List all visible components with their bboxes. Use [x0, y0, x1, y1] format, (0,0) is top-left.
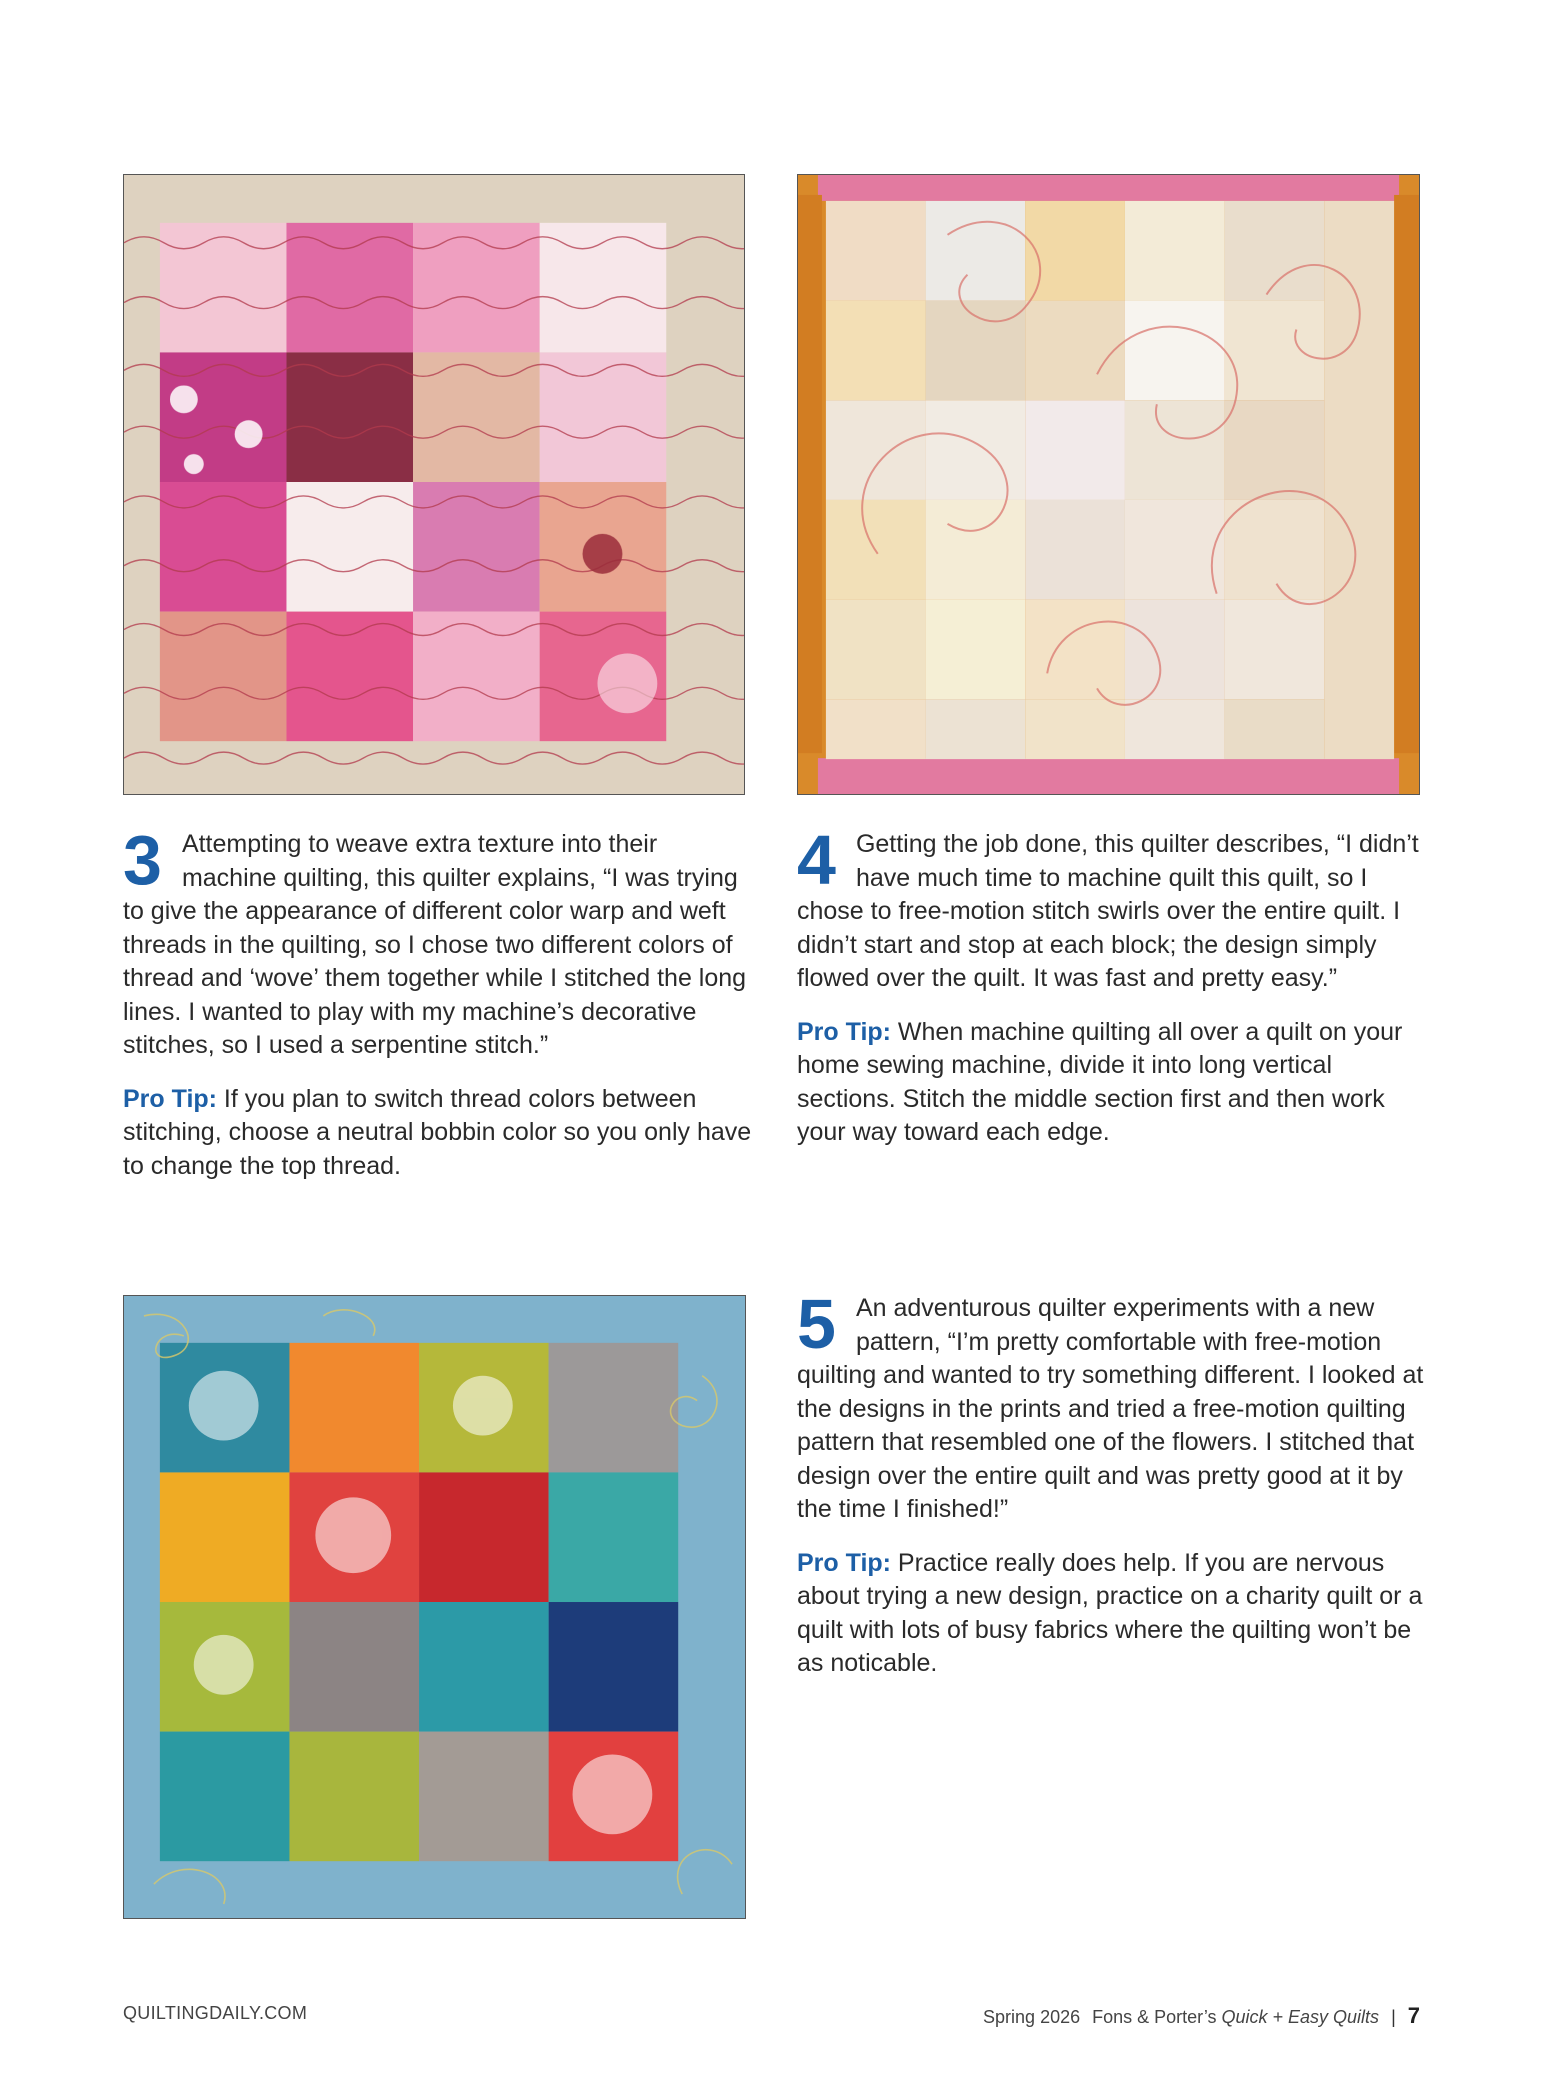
entry-5 [797, 1285, 1427, 1681]
entry-3 [123, 821, 753, 1183]
entry-4-number: 4 [797, 821, 836, 899]
entry-5-body [797, 1285, 1427, 1527]
quilt-4-image [798, 175, 1419, 794]
entry-4 [797, 821, 1427, 1150]
entry-3-body [123, 821, 753, 1063]
entry-5-number: 5 [797, 1285, 836, 1363]
quilt-4-blocks [826, 201, 1394, 759]
footer-site: QUILTINGDAILY.COM [123, 2003, 308, 2023]
entry-5-protip-label: Pro Tip: [797, 1548, 891, 1577]
footer-title-prefix: Fons & Porter’s [1092, 2007, 1222, 2027]
entry-4-body [797, 821, 1427, 996]
footer-title [1092, 2007, 1379, 2028]
footer-publication [983, 2003, 1420, 2029]
quilt-photo-3 [123, 174, 745, 795]
entry-3-protip-text: If you plan to switch thread colors between stitching, choose a neutral bobbin color so you only have to change the top thread. [123, 1084, 752, 1180]
quilt-3-blocks [160, 223, 666, 741]
entry-5-text: An adventurous quilter experiments with a new pattern, “I’m pretty comfortable with free-motion quilting and wanted to try something different. I looked at the designs in the prints and tried a free-motion quilting pattern that resembled one of the flowers. I stitched that design over the entire quilt and was pretty good at it by the time I finished!” [797, 1294, 1424, 1523]
quilt-photo-5 [123, 1295, 746, 1919]
quilt-3-image [124, 175, 744, 794]
quilt-5-image [124, 1296, 745, 1918]
quilt-photo-4 [797, 174, 1420, 795]
page-number: 7 [1407, 2003, 1420, 2028]
entry-5-protip [797, 1547, 1427, 1681]
entry-4-protip [797, 1016, 1427, 1150]
entry-3-protip [123, 1083, 753, 1184]
entry-4-protip-text: When machine quilting all over a quilt on your home sewing machine, divide it into long vertical sections. Stitch the middle section first and then work your way toward each edge. [797, 1017, 1403, 1146]
entry-3-number: 3 [123, 821, 162, 899]
footer-separator: | [1391, 2007, 1396, 2027]
footer-issue: Spring 2026 [983, 2007, 1081, 2027]
entry-3-text: Attempting to weave extra texture into their machine quilting, this quilter explains, “I was trying to give the appearance of different color warp and weft threads in the quilting, so I chose two different colors of thread and ‘wove’ them together while I stitched the long lines. I wanted to play with my machine’s decorative stitches, so I used a serpentine stitch.” [123, 830, 747, 1059]
entry-5-protip-text: Practice really does help. If you are nervous about trying a new design, practice on a charity quilt or a quilt with lots of busy fabrics where the quilting won’t be as noticable. [797, 1548, 1423, 1677]
entry-4-protip-label: Pro Tip: [797, 1017, 891, 1046]
entry-4-text: Getting the job done, this quilter describes, “I didn’t have much time to machine quilt this quilt, so I chose to free-motion stitch swirls over the entire quilt. I didn’t start and stop at each block; the design simply flowed over the quilt. It was fast and pretty easy.” [797, 830, 1419, 992]
entry-3-protip-label: Pro Tip: [123, 1084, 217, 1113]
footer-title-italic: Quick + Easy Quilts [1221, 2007, 1380, 2027]
